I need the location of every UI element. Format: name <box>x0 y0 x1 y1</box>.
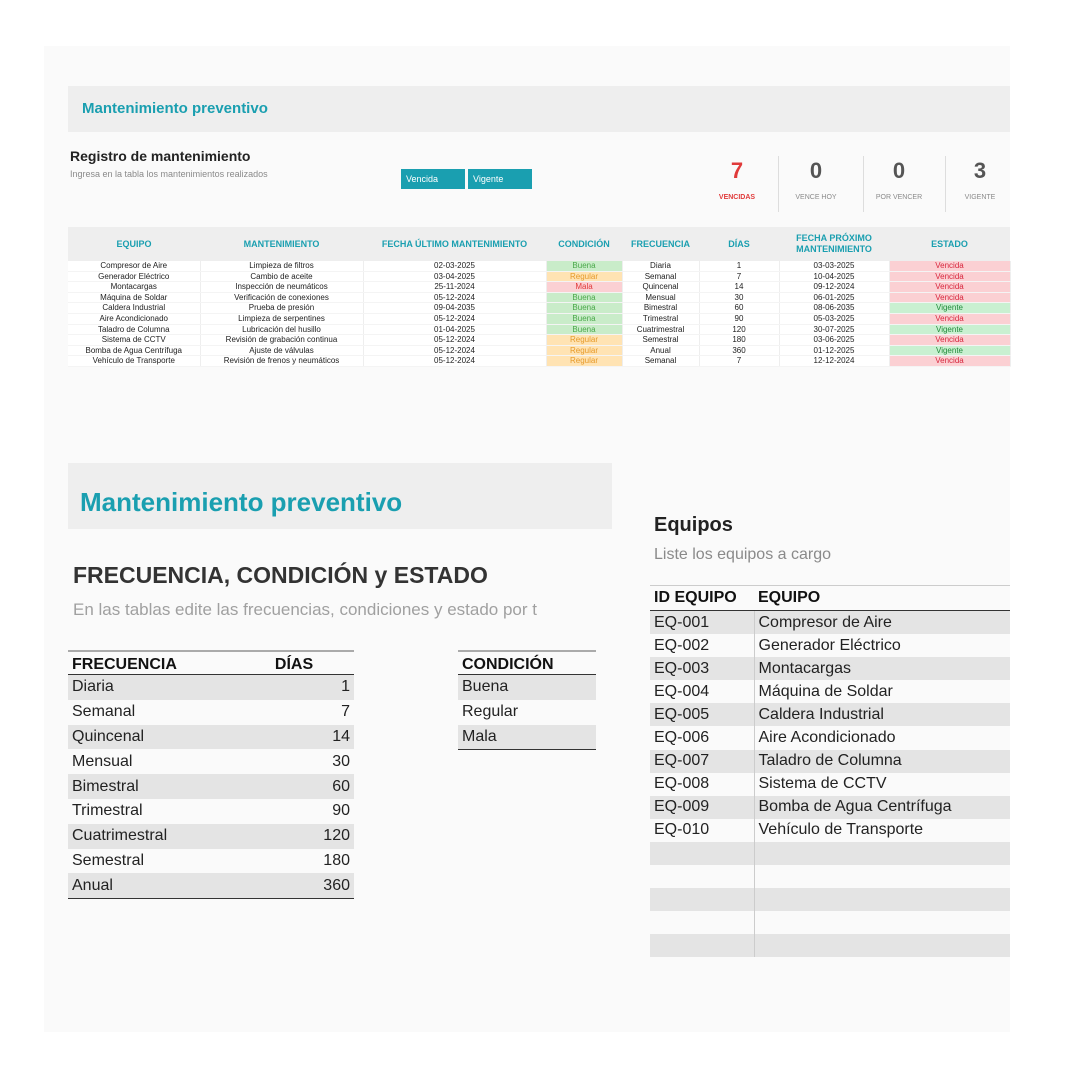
cell-mantenimiento[interactable]: Ajuste de válvulas <box>200 345 363 356</box>
cell-dias[interactable]: 360 <box>699 345 779 356</box>
cell-equipo[interactable]: Caldera Industrial <box>68 303 200 314</box>
cell-dias[interactable]: 1 <box>699 261 779 271</box>
frecuencia-table <box>68 650 354 899</box>
cell-dias[interactable]: 60 <box>271 774 354 799</box>
cell-proximo[interactable]: 05-03-2025 <box>779 313 889 324</box>
cell-estado[interactable]: Vigente <box>889 345 1010 356</box>
cell-condicion[interactable]: Buena <box>546 313 622 324</box>
table-row <box>650 611 1010 635</box>
table-row <box>68 292 1010 303</box>
cell-dias[interactable]: 180 <box>699 335 779 346</box>
cell-mantenimiento[interactable]: Cambio de aceite <box>200 271 363 282</box>
col-header-dias[interactable]: DÍAS <box>699 227 779 261</box>
col-header-estado[interactable]: ESTADO <box>889 227 1010 261</box>
cell-dias[interactable]: 90 <box>699 313 779 324</box>
equipos-title: Equipos <box>654 514 733 536</box>
maintenance-table <box>68 227 1011 367</box>
cell-frecuencia[interactable]: Mensual <box>622 292 699 303</box>
table-row <box>68 282 1010 293</box>
cell-condicion[interactable]: Regular <box>546 335 622 346</box>
table-row <box>68 824 354 849</box>
table-row <box>650 703 1010 726</box>
cell-equipo[interactable]: Taladro de Columna <box>754 750 1010 773</box>
cell-dias[interactable]: 30 <box>332 752 350 770</box>
stat-vigente-label: VIGENTE <box>964 194 996 201</box>
cell-equipo[interactable]: Montacargas <box>68 282 200 293</box>
cell-id[interactable]: EQ-004 <box>650 680 754 703</box>
cell-id[interactable] <box>650 865 754 888</box>
cell-fecha[interactable]: 05-12-2024 <box>363 345 546 356</box>
table-row <box>650 773 1010 796</box>
cell-proximo[interactable]: 08-06-2035 <box>779 303 889 314</box>
cell-id[interactable]: EQ-006 <box>650 726 754 749</box>
cell-dias[interactable]: 7 <box>699 356 779 367</box>
cell-frecuencia[interactable]: Semestral <box>622 335 699 346</box>
cell-frecuencia[interactable]: Cuatrimestral <box>622 324 699 335</box>
table-row <box>68 335 1010 346</box>
cell-proximo[interactable]: 03-06-2025 <box>779 335 889 346</box>
cell-equipo[interactable] <box>754 888 1010 911</box>
stat-vence-hoy-value: 0 <box>809 158 823 183</box>
section-title: FRECUENCIA, CONDICIÓN y ESTADO <box>73 562 488 588</box>
cell-proximo[interactable]: 09-12-2024 <box>779 282 889 293</box>
stat-vence-hoy <box>776 156 856 201</box>
cell-condicion[interactable]: Buena <box>546 292 622 303</box>
cell-equipo[interactable]: Aire Acondicionado <box>68 313 200 324</box>
cell-frecuencia[interactable]: Semestral <box>72 851 145 869</box>
cell-frecuencia[interactable]: Trimestral <box>622 313 699 324</box>
empty-row <box>650 934 1010 957</box>
cell-frecuencia[interactable]: Trimestral <box>72 802 143 820</box>
table-row <box>68 799 354 824</box>
cell-id[interactable]: EQ-008 <box>650 773 754 796</box>
cell-equipo[interactable]: Sistema de CCTV <box>758 775 887 793</box>
stat-por-vencer-label: POR VENCER <box>875 194 923 201</box>
cell-dias[interactable]: 120 <box>271 824 354 849</box>
filter-vigente-button[interactable]: Vigente <box>468 169 532 189</box>
cell-estado[interactable]: Vigente <box>889 303 1010 314</box>
col-header-fecha-proximo[interactable]: FECHA PRÓXIMO MANTENIMIENTO <box>779 227 889 261</box>
cell-dias[interactable]: 360 <box>271 873 354 898</box>
table-row <box>650 634 1010 657</box>
cell-condicion[interactable]: Buena <box>546 303 622 314</box>
cell-equipo[interactable]: Generador Eléctrico <box>68 271 200 282</box>
cell-condicion[interactable]: Mala <box>546 282 622 293</box>
table-row <box>68 324 1010 335</box>
cell-mantenimiento[interactable]: Limpieza de filtros <box>200 261 363 271</box>
table-row <box>68 675 354 700</box>
cell-condicion[interactable]: Regular <box>462 703 519 721</box>
cell-estado[interactable]: Vencida <box>889 292 1010 303</box>
cell-frecuencia[interactable]: Mensual <box>72 752 133 770</box>
col-header-dias[interactable]: DÍAS <box>271 651 354 675</box>
cell-frecuencia[interactable]: Cuatrimestral <box>68 824 271 849</box>
cell-frecuencia[interactable]: Diaria <box>68 675 271 700</box>
cell-condicion[interactable]: Buena <box>546 261 622 271</box>
col-header-mantenimiento[interactable]: MANTENIMIENTO <box>200 227 363 261</box>
section-subtitle: En las tablas edite las frecuencias, condiciones y estado por t <box>73 600 537 619</box>
cell-proximo[interactable]: 01-12-2025 <box>779 345 889 356</box>
cell-id[interactable]: EQ-007 <box>650 750 754 773</box>
col-header-equipo[interactable]: EQUIPO <box>754 586 1010 611</box>
cell-frecuencia[interactable]: Semanal <box>72 703 136 721</box>
cell-dias[interactable]: 7 <box>341 703 350 721</box>
cell-fecha[interactable]: 02-03-2025 <box>363 261 546 271</box>
cell-condicion[interactable]: Buena <box>458 675 596 700</box>
stat-por-vencer <box>859 156 939 201</box>
cell-equipo[interactable]: Vehículo de Transporte <box>68 356 200 367</box>
col-header-condicion[interactable]: CONDICIÓN <box>458 651 596 675</box>
cell-equipo[interactable]: Máquina de Soldar <box>68 292 200 303</box>
cell-equipo[interactable]: Bomba de Agua Centrífuga <box>754 796 1010 819</box>
cell-condicion[interactable]: Regular <box>546 271 622 282</box>
cell-fecha[interactable]: 05-12-2024 <box>363 292 546 303</box>
cell-frecuencia[interactable]: Semanal <box>622 356 699 367</box>
condicion-header-row <box>458 651 596 675</box>
empty-row <box>650 888 1010 911</box>
cell-fecha[interactable]: 05-12-2024 <box>363 335 546 346</box>
cell-equipo[interactable]: Sistema de CCTV <box>68 335 200 346</box>
cell-estado[interactable]: Vencida <box>889 282 1010 293</box>
stat-vencidas <box>697 156 777 201</box>
cell-id[interactable]: EQ-009 <box>650 796 754 819</box>
filter-vencida-button[interactable]: Vencida <box>401 169 465 189</box>
cell-equipo[interactable] <box>754 934 1010 957</box>
cell-fecha[interactable]: 09-04-2035 <box>363 303 546 314</box>
table-row <box>68 345 1010 356</box>
cell-condicion[interactable]: Buena <box>546 324 622 335</box>
cell-estado[interactable]: Vencida <box>889 335 1010 346</box>
cell-fecha[interactable]: 25-11-2024 <box>363 282 546 293</box>
col-header-frecuencia[interactable]: FRECUENCIA <box>68 651 271 675</box>
cell-id[interactable]: EQ-005 <box>650 703 754 726</box>
table-row <box>458 675 596 700</box>
table-row <box>458 700 596 725</box>
cell-dias[interactable]: 180 <box>323 851 350 869</box>
cell-frecuencia[interactable]: Semanal <box>622 271 699 282</box>
cell-estado[interactable]: Vencida <box>889 313 1010 324</box>
cell-dias[interactable]: 60 <box>699 303 779 314</box>
cell-proximo[interactable]: 06-01-2025 <box>779 292 889 303</box>
table-row <box>650 750 1010 773</box>
cell-equipo[interactable]: Máquina de Soldar <box>758 682 893 700</box>
cell-equipo[interactable]: Generador Eléctrico <box>758 636 901 654</box>
cell-id[interactable] <box>650 911 754 934</box>
cell-equipo[interactable]: Bomba de Agua Centrífuga <box>68 345 200 356</box>
table-row <box>68 774 354 799</box>
stat-vence-hoy-label: VENCE HOY <box>795 194 837 201</box>
table-row <box>68 356 1010 367</box>
cell-estado[interactable]: Vencida <box>889 356 1010 367</box>
cell-proximo[interactable]: 30-07-2025 <box>779 324 889 335</box>
cell-proximo[interactable]: 12-12-2024 <box>779 356 889 367</box>
cell-mantenimiento[interactable]: Limpieza de serpentines <box>200 313 363 324</box>
cell-frecuencia[interactable]: Bimestral <box>622 303 699 314</box>
table-row <box>650 796 1010 819</box>
cell-id[interactable]: EQ-010 <box>650 819 754 842</box>
empty-row <box>650 865 1010 888</box>
cell-dias[interactable]: 7 <box>699 271 779 282</box>
cell-equipo[interactable]: Montacargas <box>754 657 1010 680</box>
cell-frecuencia[interactable]: Quincenal <box>622 282 699 293</box>
registro-subtitle: Ingresa en la tabla los mantenimientos realizados <box>70 169 268 179</box>
settings-banner-title: Mantenimiento preventivo <box>80 487 403 517</box>
cell-equipo[interactable]: Compresor de Aire <box>754 611 1010 635</box>
cell-fecha[interactable]: 03-04-2025 <box>363 271 546 282</box>
table-row <box>68 271 1010 282</box>
cell-frecuencia[interactable]: Anual <box>68 873 271 898</box>
equipos-subtitle: Liste los equipos a cargo <box>654 546 831 563</box>
top-banner-title: Mantenimiento preventivo <box>82 100 268 117</box>
condicion-table <box>458 650 596 750</box>
col-header-condicion[interactable]: CONDICIÓN <box>546 227 622 261</box>
cell-dias[interactable]: 1 <box>271 675 354 700</box>
cell-dias[interactable]: 14 <box>271 725 354 750</box>
empty-row <box>650 911 1010 934</box>
stat-vencidas-label: VENCIDAS <box>718 194 756 201</box>
table-row <box>68 749 354 774</box>
cell-fecha[interactable]: 05-12-2024 <box>363 313 546 324</box>
cell-dias[interactable]: 14 <box>699 282 779 293</box>
cell-fecha[interactable]: 01-04-2025 <box>363 324 546 335</box>
table-row <box>68 725 354 750</box>
col-header-equipo[interactable]: EQUIPO <box>68 227 200 261</box>
cell-condicion[interactable]: Regular <box>546 345 622 356</box>
cell-dias[interactable]: 30 <box>699 292 779 303</box>
cell-equipo[interactable] <box>754 865 1010 888</box>
cell-equipo[interactable] <box>754 911 1010 934</box>
equipos-table <box>650 585 1010 957</box>
cell-equipo[interactable]: Vehículo de Transporte <box>758 821 924 839</box>
cell-frecuencia[interactable]: Diaria <box>622 261 699 271</box>
cell-equipo[interactable]: Compresor de Aire <box>68 261 200 271</box>
cell-mantenimiento[interactable]: Lubricación del husillo <box>200 324 363 335</box>
stat-por-vencer-value: 0 <box>892 158 906 183</box>
cell-dias[interactable]: 120 <box>699 324 779 335</box>
cell-condicion[interactable]: Mala <box>458 725 596 750</box>
cell-equipo[interactable]: Aire Acondicionado <box>758 729 896 747</box>
maintenance-header-row <box>68 227 1010 261</box>
table-row <box>68 700 354 725</box>
cell-estado[interactable]: Vencida <box>889 261 1010 271</box>
table-row <box>68 261 1010 271</box>
cell-equipo[interactable]: Caldera Industrial <box>754 703 1010 726</box>
cell-mantenimiento[interactable]: Inspección de neumáticos <box>200 282 363 293</box>
registro-title: Registro de mantenimiento <box>70 148 251 164</box>
stat-vencidas-value: 7 <box>730 158 744 183</box>
table-row <box>68 313 1010 324</box>
cell-frecuencia[interactable]: Quincenal <box>68 725 271 750</box>
stat-vigente <box>940 156 1020 201</box>
cell-estado[interactable]: Vencida <box>889 271 1010 282</box>
cell-proximo[interactable]: 03-03-2025 <box>779 261 889 271</box>
cell-mantenimiento[interactable]: Prueba de presión <box>200 303 363 314</box>
frecuencia-header-row <box>68 651 354 675</box>
col-header-fecha-ultimo[interactable]: FECHA ÚLTIMO MANTENIMIENTO <box>363 227 546 261</box>
cell-id[interactable] <box>650 934 754 957</box>
settings-banner <box>68 463 612 529</box>
cell-mantenimiento[interactable]: Verificación de conexiones <box>200 292 363 303</box>
table-row <box>458 725 596 750</box>
col-header-frecuencia[interactable]: FRECUENCIA <box>622 227 699 261</box>
table-row <box>650 726 1010 749</box>
cell-dias[interactable]: 90 <box>332 802 350 820</box>
table-row <box>650 819 1010 842</box>
cell-id[interactable] <box>650 888 754 911</box>
cell-proximo[interactable]: 10-04-2025 <box>779 271 889 282</box>
col-header-id-equipo[interactable]: ID EQUIPO <box>650 586 754 611</box>
table-row <box>68 303 1010 314</box>
cell-mantenimiento[interactable]: Revisión de frenos y neumáticos <box>200 356 363 367</box>
cell-equipo[interactable] <box>754 842 1010 865</box>
table-row <box>68 849 354 874</box>
stat-vigente-value: 3 <box>973 158 987 183</box>
cell-mantenimiento[interactable]: Revisión de grabación continua <box>200 335 363 346</box>
cell-frecuencia[interactable]: Anual <box>622 345 699 356</box>
table-row <box>650 680 1010 703</box>
cell-frecuencia[interactable]: Bimestral <box>68 774 271 799</box>
empty-row <box>650 842 1010 865</box>
cell-equipo[interactable]: Taladro de Columna <box>68 324 200 335</box>
cell-condicion[interactable]: Regular <box>546 356 622 367</box>
cell-fecha[interactable]: 05-12-2024 <box>363 356 546 367</box>
cell-id[interactable]: EQ-003 <box>650 657 754 680</box>
equipos-header-row <box>650 586 1010 611</box>
table-row <box>68 873 354 898</box>
table-row <box>650 657 1010 680</box>
top-banner <box>68 86 1010 132</box>
cell-estado[interactable]: Vigente <box>889 324 1010 335</box>
cell-id[interactable] <box>650 842 754 865</box>
cell-id[interactable]: EQ-001 <box>650 611 754 635</box>
cell-id[interactable]: EQ-002 <box>650 634 754 657</box>
